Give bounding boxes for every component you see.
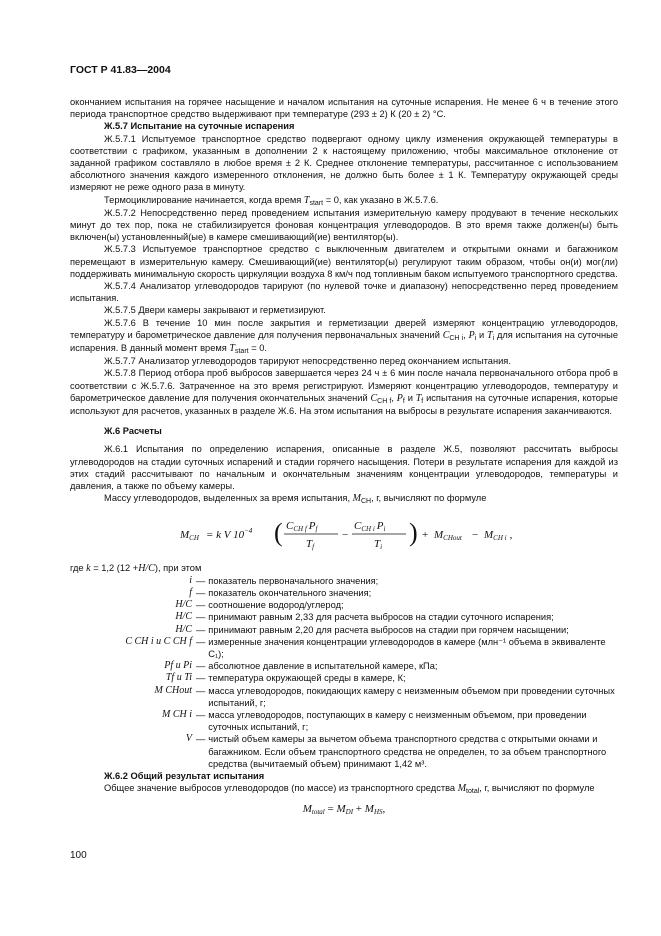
paragraph-zh574: Ж.5.7.4 Анализатор углеводородов тарируют (по нулевой точке и диапазону) непосредственно перед проведением испытания. [70, 281, 618, 304]
definition-item: H/C — принимают равным 2,33 для расчета выбросов на стадии суточного испарения; [175, 611, 554, 623]
document-header: ГОСТ Р 41.83—2004 [70, 64, 171, 76]
definition-item: M CH i — масса углеводородов, поступающих в камеру с неизменным объемом, при проведении суточных испытаний, г; [162, 708, 587, 733]
paragraph-zh572: Ж.5.7.2 Непосредственно перед проведением испытания измерительную камеру продувают в течение нескольких минут до тех пор, пока не стабилизируется фоновая концентрация углеводородов. В это время также должен(ы) быть включен(ы) установленный(ые) в камере смешивающий(ие) вентилятор(ы). [70, 207, 618, 243]
definition-item: Tf и Ti — температура окружающей среды в камере, К; [165, 672, 406, 684]
section-heading-zh6: Ж.6 Расчеты [104, 426, 162, 437]
formula-lhs: MCH [180, 528, 199, 542]
paragraph-continuation: окончанием испытания на горячее насыщение и началом испытания на суточные испарения. Не менее 6 ч в течение этого периода транспортное средство выдерживают при температуре (293 ± 2) К (20 ± 2) °С. [70, 97, 618, 120]
paragraph-mass: Массу углеводородов, выделенных за время испытания, $M_{CH}$, г, вычисляют по формуле [104, 493, 487, 506]
document-body [70, 96, 618, 816]
definition-item: f — показатель окончательного значения; [189, 586, 372, 598]
paragraph-zh571: Ж.5.7.1 Испытуемое транспортное средство подвергают одному циклу изменения окружающей температуры в соответствии с графиком, указанным в дополнении 2 к настоящему приложению, чтобы максимальное отклонение от заданной графиком составляло в любое время ± 2 К. Среднее отклонение температуры, рассчитанное с использованием абсолютного значения каждого измеренного отклонения, не должно быть более ± 1 К. Температуру окружающей среды измеряют не реже одного раза в минуту. [70, 133, 618, 193]
page-number: 100 [70, 850, 87, 861]
formula-minus-2: − [472, 528, 479, 541]
paragraph-zh573: Ж.5.7.3 Испытуемое транспортное средство с выключенным двигателем и открытыми окнами и багажником перемещают в измерительную камеру. Смешивающий(ие) вентилятор(ы) регулируют таким образом, чтобы он(и) мог(ли) поддерживать минимальную скорость циркуляции воздуха 8 км/ч под топливным баком испытуемого транспортного средства. [70, 244, 618, 279]
definition-item: H/C — соотношение водород/углерод; [175, 599, 344, 611]
paragraph-zh575: Ж.5.7.5 Двери камеры закрывают и герметизируют. [104, 305, 326, 316]
paren-left: ( [274, 517, 283, 547]
paragraph-zh62: Общее значение выбросов углеводородов (по массе) из транспортного средства $M_{total}$, г, вычисляют по формуле [104, 783, 595, 796]
paragraph-zh576: Ж.5.7.6 В течение 10 мин после закрытия и герметизации дверей измеряют концентрацию углеводородов, температуру и барометрическое давление для получения первоначальных значений $C_{CH i}$, $P_i$ и $T_i$ для испытания на суточные испарения. В данный момент время $T_{start} = 0$. [70, 317, 618, 356]
formula-mch [180, 514, 618, 554]
section-heading-zh57: Ж.5.7 Испытание на суточные испарения [104, 121, 295, 132]
formula-num1: CCH f Pf [286, 519, 318, 533]
formula-minus: − [342, 528, 349, 541]
formula-den1: Tf [306, 537, 315, 551]
paren-right: ) [409, 517, 418, 547]
paragraph-zh61: Ж.6.1 Испытания по определению испарения, описанные в разделе Ж.5, позволяют рассчитать выбросы углеводородов на стадии суточных испарений и стадии горячего насыщения. Потери в результате испарения для каждой из этих стадий рассчитывают по начальным и окончательным значениям концентрации углеводородов, температуры и давления, а также по объему камеры. [70, 444, 618, 492]
formula-total: $M_{total} = M_{DI} + M_{HS}$, [302, 803, 386, 817]
formula-term1: MCHout [434, 528, 462, 542]
paragraph-thermocycling: Термоциклирование начинается, когда время $T_{start} = 0$, как указано в Ж.5.7.6. [104, 194, 439, 207]
definition-item: V — чистый объем камеры за вычетом объема транспортного средства с открытыми окнами и багажником. Если объем транспортного средства не определен, то за объем транспортного средства (вычитаемый объем) принимают 1,42 м³. [185, 733, 607, 769]
formula-eq: = k V $10^{-4}$ [206, 526, 253, 541]
definition-item: M CHout — масса углеводородов, покидающих камеру с неизменным объемом при проведении суточных испытаний, г; [154, 684, 615, 708]
symbol-definitions [70, 575, 618, 770]
formula-den2: Ti [374, 537, 383, 551]
paragraph-zh577: Ж.5.7.7 Анализатор углеводородов тарируют непосредственно перед окончанием испытания. [104, 356, 511, 367]
formula-mch-svg [180, 514, 600, 554]
definition-item: H/C — принимают равным 2,20 для расчета выбросов на стадии при горячем насыщении; [175, 623, 569, 635]
definition-item: i — показатель первоначального значения; [189, 574, 379, 586]
where-line: где k = 1,2 (12 +H/C), при этом [70, 562, 202, 574]
paragraph-zh578: Ж.5.7.8 Период отбора проб выбросов завершается через 24 ч ± 6 мин после начала первоначального отбора проб в соответствии с Ж.5.7.6. Затраченное на это время регистрируют. Измеряют концентрацию углеводородов, температуру и барометрическое давление для получения окончательных значений $C_{CH f}$, $P_f$ и $T_f$ испытания на суточные испарения, которые используют для расчетов, указанных в разделе Ж.6. На этом испытания на выбросы в результате испарения заканчиваются. [70, 368, 618, 417]
definition-item: C CH i и C CH f — измеренные значения концентрации углеводородов в камере (млн⁻¹ объема в эквиваленте C₁); [125, 635, 606, 659]
formula-term2: MCH i , [484, 528, 513, 542]
section-heading-zh62: Ж.6.2 Общий результат испытания [104, 770, 265, 781]
formula-num2: CCH i Pi [354, 519, 386, 533]
formula-plus: + [422, 528, 429, 541]
definition-item: Pf и Pi — абсолютное давление в испытательной камере, кПа; [164, 660, 438, 672]
